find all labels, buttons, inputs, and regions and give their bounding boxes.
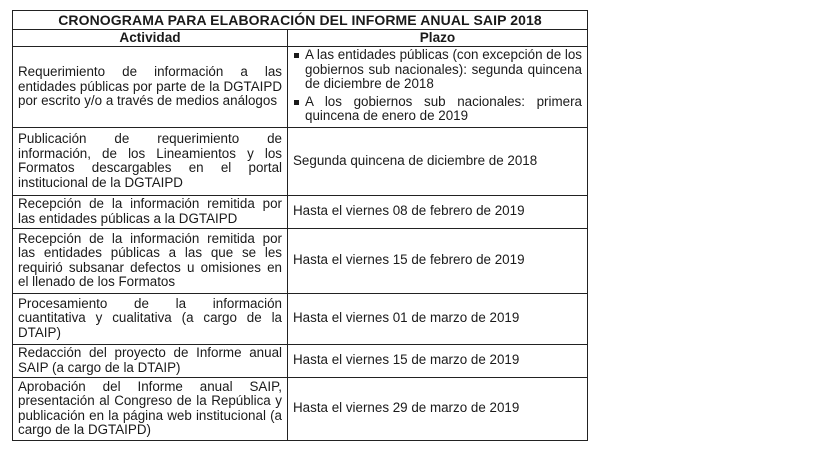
deadline-cell: Hasta el viernes 15 de febrero de 2019 (288, 228, 588, 293)
header-row (13, 30, 588, 47)
header-deadline: Plazo (288, 30, 588, 47)
table-row (13, 377, 588, 440)
activity-cell: Requerimiento de información a las entidades públicas por parte de la DGTAIPD por escrito y/o a través de medios análogos (13, 47, 288, 128)
deadline-cell: Hasta el viernes 08 de febrero de 2019 (288, 195, 588, 228)
table-title: CRONOGRAMA PARA ELABORACIÓN DEL INFORME ANUAL SAIP 2018 (13, 11, 588, 30)
title-row (13, 11, 588, 30)
activity-cell: Recepción de la información remitida por las entidades públicas a las que se les requirió subsanar defectos u omisiones en el llenado de los Formatos (13, 228, 288, 293)
deadline-cell (288, 47, 588, 128)
schedule-table (12, 10, 588, 441)
deadline-cell: Segunda quincena de diciembre de 2018 (288, 127, 588, 195)
table-row (13, 293, 588, 344)
activity-cell: Publicación de requerimiento de información, de los Lineamientos y los Formatos descargables en el portal institucional de la DGTAIPD (13, 127, 288, 195)
deadline-item-text: A las entidades públicas (con excepción de los gobiernos sub nacionales): segunda quincena de diciembre de 2018 (305, 47, 582, 91)
table-row (13, 344, 588, 377)
activity-cell: Recepción de la información remitida por las entidades públicas a la DGTAIPD (13, 195, 288, 228)
activity-cell: Aprobación del Informe anual SAIP, presentación al Congreso de la República y publicación en la página web institucional (a cargo de la DGTAIPD) (13, 377, 288, 440)
table-row (13, 228, 588, 293)
deadline-list-item (293, 95, 582, 124)
activity-cell: Redacción del proyecto de Informe anual SAIP (a cargo de la DTAIP) (13, 344, 288, 377)
activity-cell: Procesamiento de la información cuantitativa y cualitativa (a cargo de la DTAIP) (13, 293, 288, 344)
table-row (13, 195, 588, 228)
square-bullet-icon (294, 53, 299, 58)
deadline-cell: Hasta el viernes 01 de marzo de 2019 (288, 293, 588, 344)
deadline-list-item (293, 48, 582, 92)
table-row (13, 127, 588, 195)
deadline-cell: Hasta el viernes 29 de marzo de 2019 (288, 377, 588, 440)
deadline-cell: Hasta el viernes 15 de marzo de 2019 (288, 344, 588, 377)
table-row (13, 47, 588, 128)
deadline-list (293, 48, 582, 124)
header-activity: Actividad (13, 30, 288, 47)
deadline-item-text: A los gobiernos sub nacionales: primera quincena de enero de 2019 (305, 93, 582, 123)
square-bullet-icon (294, 100, 299, 105)
